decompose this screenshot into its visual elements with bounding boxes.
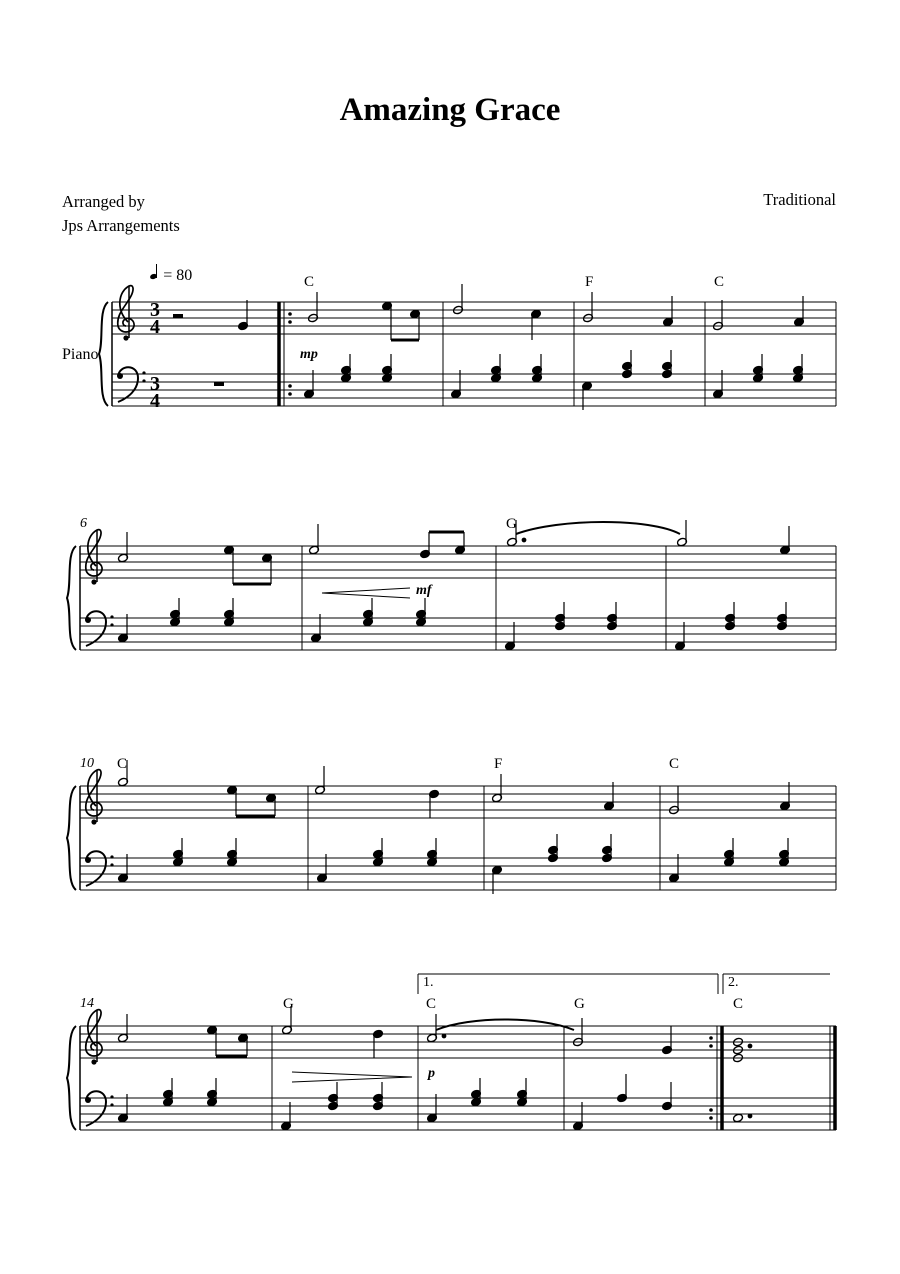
dynamic-mp: mp [300,347,318,362]
dynamic-mf: mf [416,583,432,598]
system-4 [67,974,836,1130]
chord-symbol: G [574,996,585,1012]
composer-credit: Traditional [763,190,836,209]
measure-number: 6 [80,516,87,531]
system-1 [99,302,836,406]
tempo-value: = 80 [163,267,193,284]
chord-symbol: G [283,996,294,1012]
svg-text:3: 3 [150,373,160,395]
second-ending-label: 2. [728,975,739,990]
score-title: Amazing Grace [339,92,561,128]
arranger-line-1: Arranged by [62,192,145,211]
first-ending-label: 1. [423,975,434,990]
arranger-line-2: Jps Arrangements [62,216,180,235]
svg-text:4: 4 [150,316,160,338]
chord-symbol: C [426,996,437,1012]
chord-symbol: C [669,756,680,772]
svg-text:4: 4 [150,390,160,412]
chord-symbol: C [733,996,744,1012]
chord-symbol: C [714,274,725,290]
chord-symbol: F [494,756,503,772]
measure-number: 10 [80,756,94,771]
measure-number: 14 [80,996,94,1011]
svg-text:3: 3 [150,299,160,321]
chord-symbol: C [117,756,128,772]
instrument-name: Piano [62,346,99,363]
system-2 [67,546,836,650]
chord-symbol: C [304,274,315,290]
chord-symbol: F [585,274,594,290]
dynamic-p: p [428,1066,435,1081]
chord-symbol: G [506,516,517,532]
